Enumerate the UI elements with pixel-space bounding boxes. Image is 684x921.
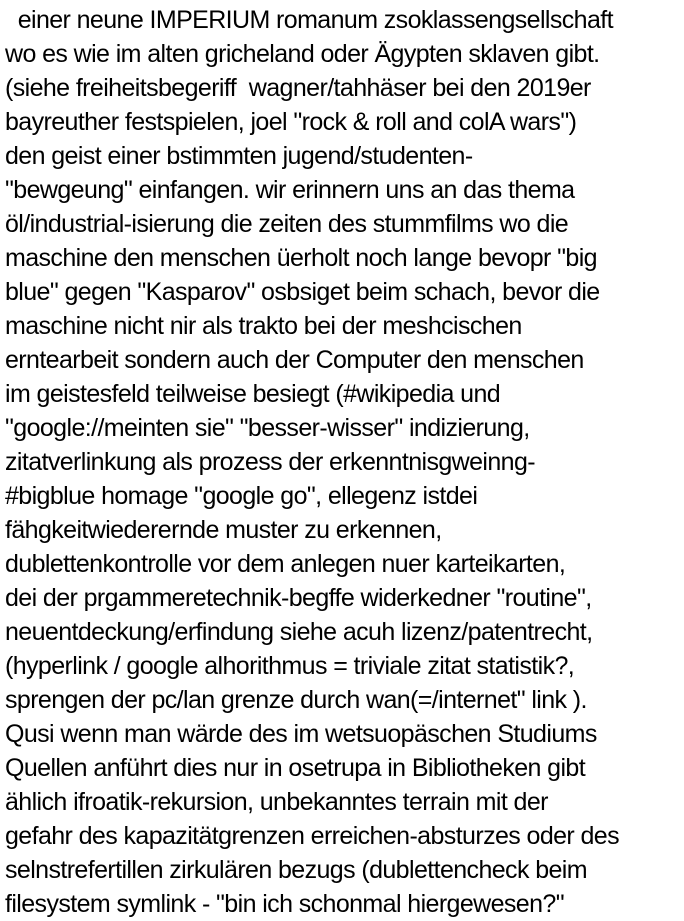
- text-line: zitatverlinkung als prozess der erkenntnisgweinng-: [5, 448, 536, 476]
- text-line: maschine den menschen üerholt noch lange bevopr "big: [5, 244, 597, 272]
- text-line: "google://meinten sie" "besser-wisser" indizierung,: [5, 414, 530, 442]
- text-line: Qusi wenn man wärde des im wetsuopäschen Studiums: [5, 720, 597, 748]
- text-line: selnstrefertillen zirkulären bezugs (dublettencheck beim: [5, 856, 587, 884]
- text-line: einer neune IMPERIUM romanum zsoklassengsellschaft: [5, 6, 613, 34]
- text-line: #bigblue homage "google go", ellegenz istdei: [5, 482, 478, 510]
- document-text: [5, 3, 684, 921]
- text-line: gefahr des kapazitätgrenzen erreichen-absturzes oder des: [5, 822, 620, 850]
- text-line: (siehe freiheitsbegeriff wagner/tahhäser bei den 2019er: [5, 74, 591, 102]
- text-line: erntearbeit sondern auch der Computer den menschen: [5, 346, 584, 374]
- text-line: bayreuther festspielen, joel "rock & roll and colA wars"): [5, 108, 577, 136]
- text-line: blue" gegen "Kasparov" osbsiget beim schach, bevor die: [5, 278, 600, 306]
- text-line: Quellen anführt dies nur in osetrupa in Bibliotheken gibt: [5, 754, 586, 782]
- text-line: im geistesfeld teilweise besiegt (#wikipedia und: [5, 380, 501, 408]
- text-line: neuentdeckung/erfindung siehe acuh lizenz/patentrecht,: [5, 618, 593, 646]
- text-line: wo es wie im alten gricheland oder Ägypten sklaven gibt.: [5, 40, 600, 68]
- text-line: dei der prgammeretechnik-begffe widerkedner "routine",: [5, 584, 592, 612]
- text-line: (hyperlink / google alhorithmus = triviale zitat statistik?,: [5, 652, 575, 680]
- text-line: öl/industrial-isierung die zeiten des stummfilms wo die: [5, 210, 569, 238]
- text-line: sprengen der pc/lan grenze durch wan(=/internet" link ).: [5, 686, 587, 714]
- text-line: "bewgeung" einfangen. wir erinnern uns an das thema: [5, 176, 575, 204]
- text-line: filesystem symlink - "bin ich schonmal hiergewesen?": [5, 890, 564, 918]
- text-line: fähgkeitwiederernde muster zu erkennen,: [5, 516, 442, 544]
- text-line: maschine nicht nir als trakto bei der meshcischen: [5, 312, 522, 340]
- text-line: ählich ifroatik-rekursion, unbekanntes terrain mit der: [5, 788, 548, 816]
- text-line: dublettenkontrolle vor dem anlegen nuer karteikarten,: [5, 550, 566, 578]
- text-line: den geist einer bstimmten jugend/studenten-: [5, 142, 473, 170]
